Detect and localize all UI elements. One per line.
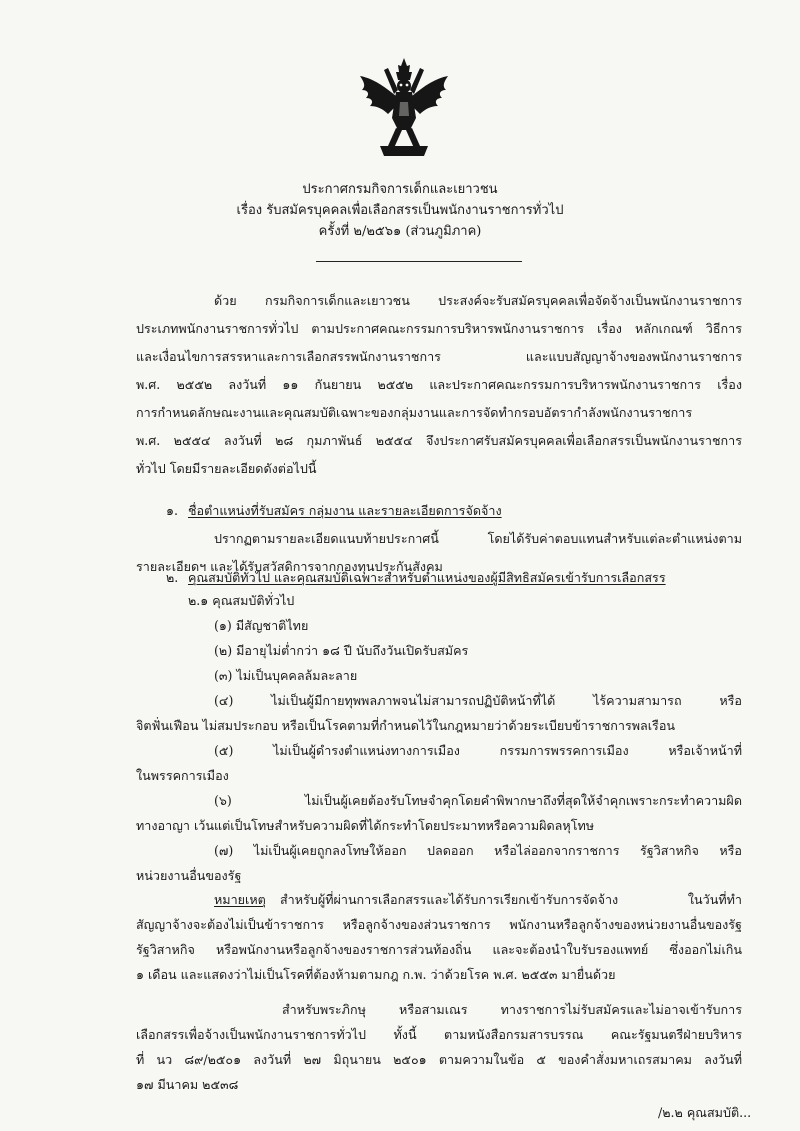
section-1-heading: ชื่อตำแหน่งที่รับสมัคร กลุ่มงาน และรายละเอียดการจัดจ้าง [188, 503, 502, 518]
title-divider [316, 261, 522, 262]
note-line-4: ๑ เดือน และแสดงว่าไม่เป็นโรคที่ต้องห้ามตามกฎ ก.พ. ว่าด้วยโรค พ.ศ. ๒๕๕๓ มายื่นด้วย [136, 967, 616, 982]
monk-clause-line-2: เลือกสรรเพื่อจ้างเป็นพนักงานราชการทั่วไป ทั้งนี้ ตามหนังสือกรมสารบรรณ คณะรัฐมนตรีฝ่ายบริหาร [136, 1027, 742, 1042]
continuation-marker: /๒.๒ คุณสมบัติ... [658, 1105, 752, 1120]
announcement-title: ประกาศกรมกิจการเด็กและเยาวชน [302, 182, 498, 197]
announcement-subject: เรื่อง รับสมัครบุคคลเพื่อเลือกสรรเป็นพนักงานราชการทั่วไป [236, 203, 564, 218]
qualification-item-5-line-2: ในพรรคการเมือง [136, 768, 229, 783]
monk-clause-line-3: ที่ นว ๘๙/๒๕๐๑ ลงวันที่ ๒๗ มิถุนายน ๒๕๐๑ ตามความในข้อ ๕ ของคำสั่งมหาเถรสมาคม ลงวันที่ [136, 1052, 742, 1067]
section-1-body-line-1: ปรากฏตามรายละเอียดแนบท้ายประกาศนี้ โดยได้รับค่าตอบแทนสำหรับแต่ละตำแหน่งตาม [214, 531, 742, 546]
qualification-item-7-line-1: (๗) ไม่เป็นผู้เคยถูกลงโทษให้ออก ปลดออก หรือไล่ออกจากราชการ รัฐวิสาหกิจ หรือ [214, 843, 742, 858]
note-line-1: สำหรับผู้ที่ผ่านการเลือกสรรและได้รับการเรียกเข้ารับการจัดจ้าง ในวันที่ทำ [280, 892, 742, 907]
section-2-number: ๒. [166, 570, 179, 585]
intro-line-4: พ.ศ. ๒๕๕๒ ลงวันที่ ๑๑ กันยายน ๒๕๕๒ และประกาศคณะกรรมการบริหารพนักงานราชการ เรื่อง [136, 377, 742, 392]
intro-line-2: ประเภทพนักงานราชการทั่วไป ตามประกาศคณะกรรมการบริหารพนักงานราชการ เรื่อง หลักเกณฑ์ วิธีการ [136, 321, 742, 336]
qualification-item-4-line-2: จิตฟั่นเฟือน ไม่สมประกอบ หรือเป็นโรคตามที่กำหนดไว้ในกฎหมายว่าด้วยระเบียบข้าราชการพลเรือน [136, 718, 675, 733]
monk-clause-line-1: สำหรับพระภิกษุ หรือสามเณร ทางราชการไม่รับสมัครและไม่อาจเข้ารับการ [282, 1002, 742, 1017]
qualification-item-6-line-2: ทางอาญา เว้นแต่เป็นโทษสำหรับความผิดที่ได้กระทำโดยประมาทหรือความผิดลหุโทษ [136, 818, 595, 833]
qualification-item-4-line-1: (๔) ไม่เป็นผู้มีกายทุพพลภาพจนไม่สามารถปฏิบัติหน้าที่ได้ ไร้ความสามารถ หรือ [214, 693, 742, 708]
announcement-round: ครั้งที่ ๒/๒๕๖๑ (ส่วนภูมิภาค) [318, 224, 482, 239]
section-1-body-line-2: รายละเอียดฯ และได้รับสวัสดิการจากกองทุนประกันสังคม [136, 559, 443, 574]
note-line-3: รัฐวิสาหกิจ หรือพนักงานหรือลูกจ้างของราชการส่วนท้องถิ่น และจะต้องนำใบรับรองแพทย์ ซึ่งออกไม่เกิน [136, 942, 742, 957]
intro-line-1: ด้วย กรมกิจการเด็กและเยาวชน ประสงค์จะรับสมัครบุคคลเพื่อจัดจ้างเป็นพนักงานราชการ [214, 293, 742, 308]
qualification-item-3: (๓) ไม่เป็นบุคคลล้มละลาย [214, 668, 358, 683]
note-line-2: สัญญาจ้างจะต้องไม่เป็นข้าราชการ หรือลูกจ้างของส่วนราชการ พนักงานหรือลูกจ้างของหน่วยงานอื่นของรัฐ [136, 917, 742, 932]
qualification-item-2: (๒) มีอายุไม่ต่ำกว่า ๑๘ ปี นับถึงวันเปิดรับสมัคร [214, 643, 469, 658]
section-2-1-heading: ๒.๑ คุณสมบัติทั่วไป [188, 593, 295, 608]
qualification-item-5-line-1: (๕) ไม่เป็นผู้ดำรงตำแหน่งทางการเมือง กรรมการพรรคการเมือง หรือเจ้าหน้าที่ [214, 743, 742, 758]
garuda-emblem-icon [354, 56, 454, 160]
qualification-item-7-line-2: หน่วยงานอื่นของรัฐ [136, 868, 242, 883]
intro-line-6: พ.ศ. ๒๕๕๔ ลงวันที่ ๒๘ กุมภาพันธ์ ๒๕๕๔ จึงประกาศรับสมัครบุคคลเพื่อเลือกสรรเป็นพนักงานราชการ [136, 433, 742, 448]
note-label: หมายเหตุ [214, 892, 266, 907]
intro-line-7: ทั่วไป โดยมีรายละเอียดดังต่อไปนี้ [136, 461, 317, 476]
intro-line-3: และเงื่อนไขการสรรหาและการเลือกสรรพนักงานราชการ และแบบสัญญาจ้างของพนักงานราชการ [136, 349, 742, 364]
intro-line-5: การกำหนดลักษณะงานและคุณสมบัติเฉพาะของกลุ่มงานและการจัดทำกรอบอัตรากำลังพนักงานราชการ [136, 405, 693, 420]
qualification-item-6-line-1: (๖) ไม่เป็นผู้เคยต้องรับโทษจำคุกโดยคำพิพากษาถึงที่สุดให้จำคุกเพราะกระทำความผิด [214, 793, 742, 808]
section-1-number: ๑. [166, 503, 178, 518]
monk-clause-line-4: ๑๗ มีนาคม ๒๕๓๘ [136, 1077, 239, 1092]
qualification-item-1: (๑) มีสัญชาติไทย [214, 618, 309, 633]
section-2-heading: คุณสมบัติทั่วไป และคุณสมบัติเฉพาะสำหรับตำแหน่งของผู้มีสิทธิสมัครเข้ารับการเลือกสรร [188, 570, 666, 585]
